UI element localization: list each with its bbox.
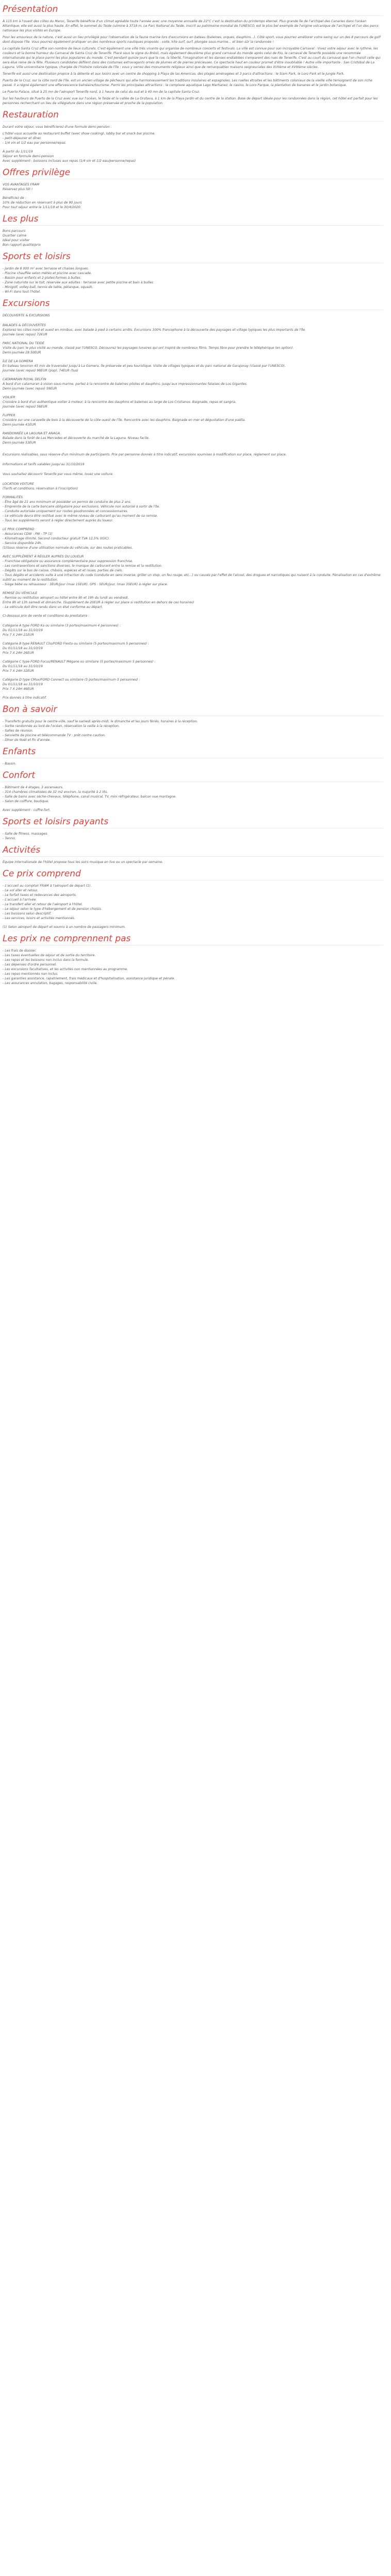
excursion-note: Informations et tarifs valables jusqu'au 31/10/2019 [3,463,85,466]
paragraph: Pour les amoureux de la nature, c'est aussi un lieu privilégié pour l'observation de la faune marine lors d'excursions en bateau (baleines, orques, dauphins...). Côté sport, vous pourrez améliorer votre swing sur un des 8 parcours de golf dont dispose l'île. Vous pourrez également pratiquer un des nombreux sports nautiques proposés : voile, kite surf, surf, plongée sous-marine... et bien sûr la randonnée ! [3,36,381,44]
category-dates: Du 01/11/18 au 31/10/19 [3,647,43,650]
excursion-heading: PARC NATIONAL DU TEIDE [3,342,44,345]
list-item: Pour tout séjour entre le 1/11/19 et le 30/4/2020. [3,206,82,209]
list-item: - Remise ou restitution aéroport ou hôtel entre 8h et 19h du lundi au vendredi. [3,596,129,600]
list-item: - Les contraventions et sanctions diverses, le manque de carburant entre la remise et la restitution. [3,564,162,568]
categories-intro: Ci-dessous prix de vente et conditions du prestataire : [3,614,90,618]
list-item: - Zone naturiste sur le toit, réservée aux adultes : terrasse avec petite piscine et bain à bulles. [3,281,154,284]
comprend-section [3,869,383,929]
list-item: - petit-déjeuner et dîner. [3,137,42,140]
ne-comprend-section [3,934,383,986]
section-title: Sports et loisirs payants [3,817,383,828]
excursion-heading: CATAMARAN ROYAL DELFIN [3,378,46,381]
excursion-price: Journée (avec repas) 56EUR [3,405,47,409]
list-item: - Les garanties assistance, rapatriement, frais médicaux et d'hospitalisation, assistance juridique et pénale. [3,977,175,980]
formalites-block [3,495,383,523]
list-item: - Conduite autorisée uniquement sur routes goudronnées et concessionnaires. [3,510,128,513]
list-item: Bon rapport qualité/prix [3,243,41,247]
remise-block [3,591,383,609]
excursion-text: Visite du parc le plus visité au monde, classé par l'UNESCO. Découvrez les paysages lunaires qui ont inspiré de nombreux films. Temps libre pour prendre le téléphérique (en option). [3,346,294,350]
list-item: - Piscine chauffée selon météo et piscine avec cascade. [3,272,92,275]
list-item: - Les repas mentionnés non inclus. [3,972,58,976]
list-item: - Dîner de Noël et fin d'année. [3,738,51,742]
list-item: Avec supplément : boissons incluses aux repas (1/4 vin et 1/2 eau/personne/repas) [3,159,136,163]
list-item: - 1/4 vin et 1/2 eau par personne/repas. [3,141,67,145]
list-item: - Sortie randonnée au lord de l'océan, réservation la veille à la réception. [3,724,120,728]
excursion-note: Excursions réalisables, sous réserve d'un minimum de participants. Prix par personne donnés à titre indicatif, excursions soumises à modification sur place, règlement sur place. [3,453,287,456]
presentation-section [3,4,383,106]
location-outro: Prix donnés à titre indicatif. [3,696,47,700]
list-item: - Le véhicule devra être restitué avec le même niveau de carburant qu'au moment de sa remise. [3,514,158,518]
list-item: (1)Sous réserve d'une utilisation normale du véhicule, sur des routes praticables. [3,546,133,550]
category-dates: Du 01/11/18 au 31/10/19 [3,683,43,686]
section-title: Ce prix comprend [3,869,383,880]
list-item: - Tous les suppléments seront à régler directement auprès du loueur. [3,519,113,522]
location-subheading: (Tarifs et conditions, réservation à l'inscription) [3,487,78,490]
excursion-price: Journée (avec repas) 98EUR (pop), 74EUR (tuo) [3,369,78,372]
section-title: Les plus [3,214,383,226]
category-item [3,641,383,655]
category-name: Catégorie C type FORD Focus/RENAULT Mégane ou similaire (5 portes/maximum 5 personnes) : [3,660,156,664]
section-subtitle: DÉCOUVERTE & EXCURSIONS [3,314,50,317]
list-item: - Le véhicule doit être rendu dans un état conforme au départ. [3,605,103,609]
excursion-text: À bord d'un catamaran à vision sous-marine, partez à la rencontre de baleines pilotes et dauphins, jusqu'aux impressionnantes falaises de Los Gigantes. [3,382,248,386]
list-item: - Service disponible 24h. [3,541,42,545]
list-item: - Tous dégâts et accidents suite à une infraction du code (conduite en sens inverse, griller un stop, un feu rouge, etc...) ou causés par l'effet de l'alcool, des drogues et narcotiques qui nuisent à la conduite. Pénalisation en cas d'extrême subtil au moment de la restitution. [3,573,381,582]
excursion-item [3,413,383,427]
list-item: - Salle de bains avec sèche-cheveux, téléphone, canal musical, TV, mini réfrigérateur, balcon vue montagne. [3,795,176,799]
list-item: - Les boissons selon descriptif. [3,912,52,916]
category-price: Prix 7 X 24H 46EUR [3,687,34,691]
excursion-price: Demi-journée 41EUR [3,423,36,427]
sports-section [3,251,383,294]
paragraph: Durant votre séjour, vous bénéficierez d'une formule demi-pension : [3,125,112,129]
list-item: - Les assurances annulation, bagages, responsabilité civile. [3,981,98,985]
section-title: Activités [3,845,383,857]
section-title: Excursions [3,298,383,310]
list-item: Entre 8h et 13h samedi et dimanche. (Supplément de 20EUR à régler sur place si restitution en dehors de ces horaires) [3,601,194,604]
list-item: - Minigolf, volley-ball, tennis de table, pétanque, squash. [3,285,93,289]
category-dates: Du 01/11/18 au 31/10/19 [3,629,43,632]
section-title: Restauration [3,110,383,122]
list-item: - Dégâts sur le bas de caisse, châssis, espèces et et roues, parties de ciels. [3,569,123,572]
category-item [3,623,383,637]
paragraph: À 115 km à l'ouest des côtes du Maroc, Tenerife bénéficie d'un climat agréable toute l'année avec une moyenne annuelle de 22°C c'est la destination du printemps éternel. Plus grande île de l'archipel des Canaries dans l'océan Atlantique, elle est aussi la plus haute. En effet, le sommet du Teide culmine à 3718 m. Le Parc National du Teide, inscrit au patrimoine mondial de l'UNESCO, est le plus bel exemple de l'origine volcanique de l'archipel et l'un des parcs nationaux les plus visités en Europe. [3,20,379,32]
excursion-item [3,341,383,355]
list-item: Idéal pour visiter [3,239,30,242]
category-name: Catégorie D type CMax/FORD Connect ou similaire (5 portes/maximum 5 personnes) : [3,678,140,682]
list-item: 10% de réduction en réservant à plus de 90 jours [3,201,82,205]
footnote: (1) Selon aéroport de départ et soumis à un nombre de passagers minimum. [3,925,126,929]
list-item: Quartier calme [3,234,27,238]
list-item: - Les repas et les boissons non inclus dans la formule. [3,958,89,962]
excursion-price: Demi-journée 28.50EUR [3,351,41,354]
section-title: Confort [3,770,383,782]
activites-section [3,845,383,865]
list-item: - Salles de réunion. [3,729,34,733]
list-item: - Les frais de dossier. [3,949,37,953]
plus-section [3,214,383,247]
excursion-price: Demi-journée (avec repas) 59EUR [3,387,57,391]
list-item: - Le forfait taxes et redevances des aéroports. [3,893,77,897]
excursion-item [3,323,383,337]
excursion-heading: FLIPPER [3,414,15,417]
list-item: - Bassin. [3,762,17,766]
category-price: Prix 7 X 24H 26EUR [3,651,34,655]
enfants-section [3,747,383,766]
list-item: - Les dépenses d'ordre personnel. [3,963,57,967]
list-item: - Serviette de piscine et télécommande TV : prêt contre caution. [3,734,106,737]
list-item: VOS AVANTAGES FRAM [3,183,40,187]
category-price: Prix 7 X 24H 21EUR [3,633,34,637]
excursion-item [3,359,383,373]
restauration-section [3,110,383,163]
list-item: - Salle de fitness, massages. [3,832,48,836]
excursion-heading: ÎLE DE LA GOMERA [3,360,33,363]
list-item: Réservez plus tôt ! [3,188,33,191]
category-dates: Du 01/11/18 au 31/10/19 [3,665,43,668]
list-item: Séjour en formule demi-pension [3,155,54,158]
excursion-item [3,377,383,391]
sports-payants-section [3,817,383,841]
list-item: - Être âgé de 21 ans minimum et posséder un permis de conduire de plus 2 ans. [3,500,132,504]
excursion-heading: VOILIER [3,396,15,399]
bon-savoir-section [3,704,383,742]
list-item: - Empreinte de la carte bancaire obligatoire pour exclusions. Véhicule non autorisé à sortir de l'île. [3,505,160,509]
list-item: - Transferts gratuits pour le centre-ville, sauf le samedi après-midi, le dimanche et les jours fériés, horaires à la réception. [3,720,198,723]
category-name: Catégorie A type FORD Ka ou similaire (3 portes/maximum 4 personnes) : [3,624,121,628]
list-item: - Les taxes éventuelles de séjour et de sortie du territoire. [3,954,96,957]
list-item: - L'accueil à l'arrivée. [3,898,37,902]
section-title: Enfants [3,747,383,758]
block-heading: AVEC SUPPLÉMENT À RÉGLER AUPRÈS DU LOUEUR [3,555,84,558]
excursion-price: Journée (avec repas) 72€UR [3,333,47,336]
list-item: L'hôtel vous accueille au restaurant buffet (avec show cooking), lobby bar et snack-bar piscine. [3,132,156,135]
list-item: - Le vol aller et retour. [3,889,38,892]
excursions-section [3,298,383,467]
excursion-heading: BALADES & DÉCOUVERTES [3,324,46,327]
paragraph: Équipe internationale de l'hôtel propose tous les soirs musique en live ou un spectacle par semaine. [3,860,164,864]
excursion-text: Croisière sur une caravelle de bois à la découverte de la côte ouest de l'île. Rencontre avec les dauphins. Baignade en mer et dégustation d'une paëlla. [3,418,246,422]
excursion-heading: RANDONNÉE LA LAGUNA ET ANAGA [3,432,60,435]
paragraph: Le Puerto Palace, situé à 25 mn de l'aéroport Tenerife nord, à 1 heure de celui du sud et à 40 mn de la capitale Santa Cruz. [3,90,200,94]
list-item: Bons parcours [3,229,26,233]
excursion-text: Explorez les côtes nord et ouest en minibus, avec balade à pied à certains arrêts. Excursions 100% francophone à la découverte des paysages et village typiques les plus importants de l'île. [3,328,306,332]
category-price: Prix 7 X 24H 32EUR [3,669,34,673]
excursion-text: En bateau (environ 45 min de traversée) jusqu'à La Gomera, île préservée et peu touristique. Visite de villages typiques et du parc national de Garajonay (classé par l'UNESCO). [3,364,286,368]
section-title: Bon à savoir [3,704,383,716]
paragraph: La capitale Santa Cruz offre son nombre de lieux culturels. C'est également une ville très vivante qui organise de nombreux concerts et festivals. La ville est connue pour son incroyable Carnaval : Vivez votre séjour avec le rythme, les couleurs et la bonne humeur du Carnaval de Santa Cruz de Tenerife. Placé sous le signe du Brésil, mais également deuxième plus grand carnaval du monde après celui de Rio, le carnaval de Tenerife possède une renommée internationale qui le place parmi les plus populaires du monde. C'est pendant quinze jours que la rue, la liberté, l'imagination et les danses endiablées s'emparent des rues de Tenerife. C'est au court du carnaval que l'on choisit celle qui sera élue reine de la fête. Plusieurs candidates défilent dans des costumes extravagants ornés de plumes et de pierres précieuses. Ce spectacle haut en couleur promet d'être inoubliable ! Autre ville importante : San Cristóbal de La Laguna. Ville universitaire typique, chargée de l'histoire coloniale de l'île ; vous y verrez des monuments religieux ainsi que de remarquables maisons seigneuriales des XVIIème et XVIIIème siècles. [3,47,381,69]
section-title: Les prix ne comprennent pas [3,934,383,945]
category-item [3,659,383,673]
block-heading: FORMALITÉS [3,496,23,499]
paragraph: Avec supplément : coffre-fort. [3,808,51,812]
list-item: - Le séjour selon le type d'hébergement et de pension choisis. [3,907,102,911]
excursion-price: Demi-journée 53EUR [3,441,36,445]
confort-section [3,770,383,812]
list-item: - Tennis. [3,837,16,840]
list-item: - Wi-Fi dans tout l'hôtel. [3,290,41,294]
block-heading: REMISE DU VÉHICULE [3,591,38,595]
supplement-block [3,554,383,587]
paragraph: Puerto de la Cruz, sur la côte nord de l'île, est un ancien village de pêcheurs qui allie harmonieusement les traditions insulaires et espagnoles. Les ruelles étroites et les bâtiments coloniaux de la vieille ville témoignent de son riche passé. Il a régné également une effervescence balnéaire/tourisme. Parmi les principales attractions : le complexe aquatique Lago Martianez, le casino, le Loro Parque, la plantation de bananes et le jardin botanique. [3,79,372,87]
location-section [3,469,383,700]
category-item [3,677,383,691]
list-item: - Jardin de 8 000 m² avec terrasse et chaises longues. [3,267,89,270]
list-item: - Salon de coiffure, boutique. [3,800,49,803]
section-title: Présentation [3,4,383,16]
excursion-text: Balade dans la forêt de Las Mercedes et découverte du marché de la Laguna. Niveau facile. [3,436,150,440]
list-item: - Bâtiment de 4 étages, 3 ascenseurs. [3,786,63,789]
block-heading: LE PRIX COMPREND [3,528,35,531]
section-title: Offres privilège [3,167,383,179]
prix-block [3,527,383,550]
list-item: - Les excursions facultatives, et les activités non mentionnées au programme. [3,968,128,971]
list-item: À partir du 1/11/19 [3,150,33,154]
list-item: - Bassin pour enfants et 2 plates-formes à bulles. [3,276,82,280]
page [0,4,386,986]
list-item: - Assurances CDW - PAI - TP (1) [3,532,53,536]
paragraph: Tenerife est aussi une destination propice à la détente et aux loisirs avec un centre de shopping à Playa de las Americas, des plages aménagées et 3 parcs d'attractions : le Siam Park, le Loro Park et le Jungle Park. [3,72,345,76]
list-item: - Les services, loisirs et activités mentionnés. [3,917,75,920]
excursion-text: Croisière à bord d'un authentique voilier à moteur, à la rencontre des dauphins et baleines au large de Los Cristianos. Baignade, repas et sangria. [3,400,237,404]
list-item: - 314 chambres climatisées de 32 m2 environ, la majorité à 2 lits. [3,790,108,794]
location-intro: Vous souhaitez découvrir Tenerife par vous même, louez une voiture. [3,472,113,476]
paragraph: Sur les hauteurs de Puerto de la Cruz avec vue sur l'océan, le Teide et la vallée de La Orotava, à 1 km de la Playa Jardín et du centre de la station. Base de départ idéale pour les randonnées dans la région, cet hôtel est parfait pour les personnes recherchant un lieu de villégiature dans une région préservée et proche de la population. [3,97,378,105]
list-item: - Siège bébé ou réhausseur : 3EUR/jour (max 15EUR), GPS : 5EUR/jour, (max 35EUR) à régler sur place. [3,583,168,586]
list-item: - L'accueil au comptoir FRAM à l'aéroport de départ (1). [3,884,92,888]
offres-section [3,167,383,210]
list-item: Bénéficiez de : [3,196,26,200]
excursion-item [3,431,383,445]
excursion-item [3,395,383,409]
list-item: - Kilométrage illimité. Second conducteur gratuit TVA 12,5% (IGIC). [3,537,110,540]
location-heading: LOCATION VOITURE [3,482,34,486]
list-item: - Franchise obligatoire ou assurance complémentaire pour suppression franchise. [3,560,133,563]
category-name: Catégorie B type RENAULT Clio/FORD Fiesta ou similaire (5 portes/maximum 5 personnes) : [3,642,149,646]
section-title: Sports et loisirs [3,251,383,263]
list-item: - Le transfert aller et retour de l'aéroport à l'hôtel. [3,903,83,906]
